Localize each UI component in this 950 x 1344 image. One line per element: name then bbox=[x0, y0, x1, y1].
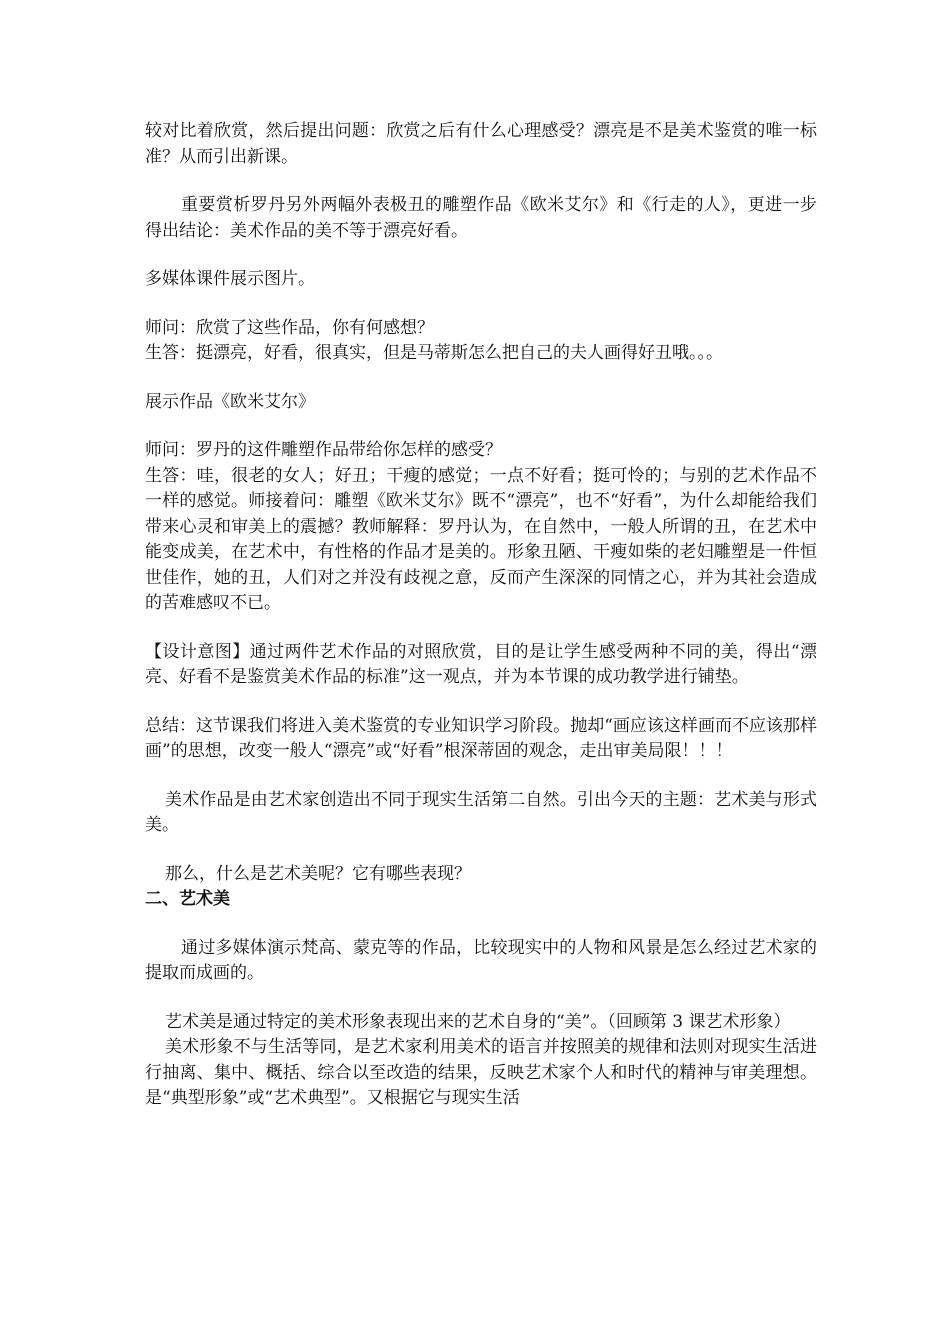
paragraph-question: 那么，什么是艺术美呢？它有哪些表现？ bbox=[165, 863, 471, 884]
paragraph-show-work: 展示作品《欧米艾尔》 bbox=[145, 391, 315, 412]
paragraph-multimedia: 多媒体课件展示图片。 bbox=[145, 269, 315, 289]
paragraph-intro: 较对比着欣赏，然后提出问题：欣赏之后有什么心理感受？漂亮是不是美术鉴赏的唯一标准？从而引出新课。 bbox=[145, 121, 817, 167]
paragraph-student-answer-2: 生答：哇，很老的女人；好丑；干瘦的感觉；一点不好看；挺可怜的；与别的艺术作品不一样的感觉。师接着问：雕塑《欧米艾尔》既不“漂亮”，也不“好看”，为什么却能给我们带来心灵和审美上的震撼？教师解释：罗丹认为，在自然中，一般人所谓的丑，在艺术中能变成美，在艺术中，有性格的作品才是美的。形象丑陋、干瘦如柴的老妇雕塑是一件恒世佳作，她的丑，人们对之并没有歧视之意，反而产生深深的同情之心，并为其社会造成的苦难感叹不已。 bbox=[145, 465, 817, 613]
paragraph-art-image: 美术形象不与生活等同，是艺术家利用美术的语言并按照美的规律和法则对现实生活进行抽离、集中、概括、综合以至改造的结果，反映艺术家个人和时代的精神与审美理想。是“典型形象”或“艺术典型”。又根据它与现实生活 bbox=[145, 1037, 817, 1108]
paragraph-summary: 总结：这节课我们将进入美术鉴赏的专业知识学习阶段。抛却“画应该这样画而不应该那样画”的思想，改变一般人“漂亮”或“好看”根深蒂固的观念，走出审美局限！！！ bbox=[145, 715, 817, 761]
paragraph-design-intent: 【设计意图】通过两件艺术作品的对照欣赏，目的是让学生感受两种不同的美，得出“漂亮、好看不是鉴赏美术作品的标准”这一观点，并为本节课的成功教学进行铺垫。 bbox=[145, 641, 817, 687]
paragraph-teacher-question-2: 师问：罗丹的这件雕塑作品带给你怎样的感受？ bbox=[145, 440, 502, 460]
paragraph-art-beauty-definition: 艺术美是通过特定的美术形象表现出来的艺术自身的“美”。（回顾第 3 课艺术形象） bbox=[165, 1011, 791, 1032]
section-heading-art-beauty: 二、艺术美 bbox=[145, 889, 230, 909]
paragraph-teacher-question-1: 师问：欣赏了这些作品，你有何感想？ bbox=[145, 317, 434, 338]
paragraph-student-answer-1: 生答：挺漂亮，好看，很真实，但是马蒂斯怎么把自己的夫人画得好丑哦。。。 bbox=[145, 343, 723, 363]
paragraph-multimedia-demo: 通过多媒体演示梵高、蒙克等的作品，比较现实中的人物和风景是怎么经过艺术家的提取而成画的。 bbox=[145, 937, 817, 983]
document-body bbox=[145, 119, 817, 1112]
paragraph-topic-intro: 美术作品是由艺术家创造出不同于现实生活第二自然。引出今天的主题：艺术美与形式美。 bbox=[145, 789, 817, 835]
paragraph-rodin-analysis: 重要赏析罗丹另外两幅外表极丑的雕塑作品《欧米艾尔》和《行走的人》，更进一步得出结论：美术作品的美不等于漂亮好看。 bbox=[145, 195, 817, 241]
